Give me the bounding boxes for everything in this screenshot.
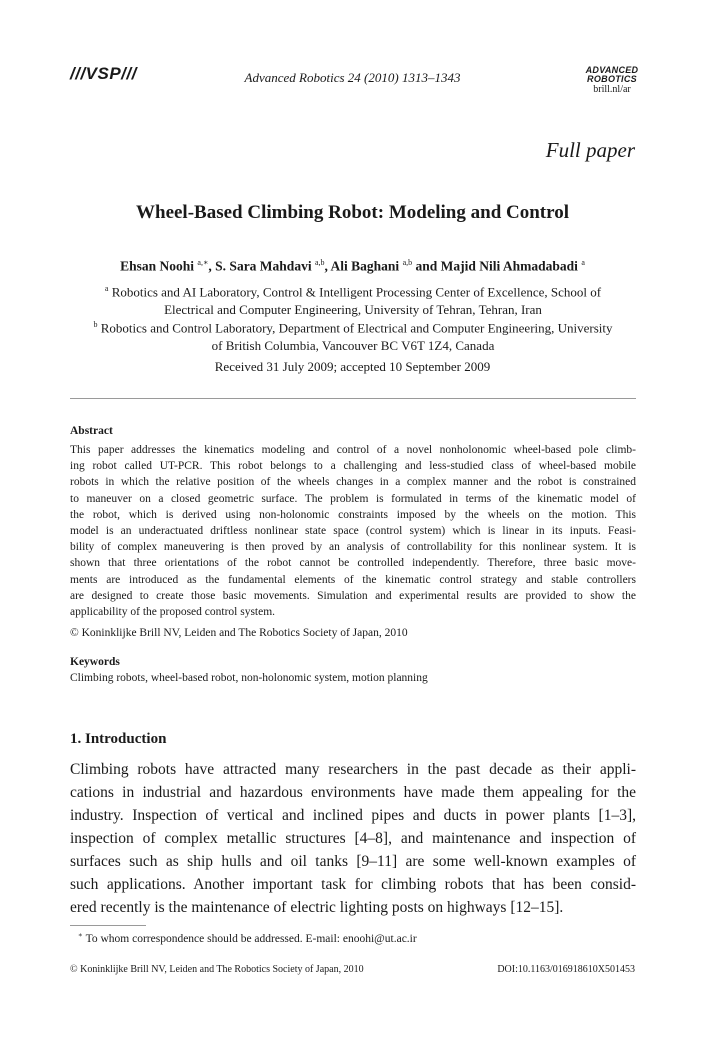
footnote-text: To whom correspondence should be addressed. E-mail: enoohi@ut.ac.ir	[85, 932, 417, 945]
author-affil-mark: a,b	[314, 258, 325, 267]
author-name: Majid Nili Ahmadabadi	[440, 258, 578, 274]
abstract-line: to maneuver on a closed geometric surface. The problem is formulated in terms of the kinematic model of	[70, 492, 636, 505]
journal-citation: Advanced Robotics 24 (2010) 1313–1343	[244, 70, 461, 85]
journal-logo	[556, 66, 668, 96]
journal-site: brill.nl/ar	[593, 84, 631, 95]
abstract-line: model is an underactuated driftless nonlinear state space (control system) which is linear in its inputs. Feasi-	[70, 525, 636, 538]
author-name: S. Sara Mahdavi	[215, 258, 312, 274]
author-affil-mark: a,∗	[197, 258, 209, 267]
abstract-line: applicability of the proposed control system.	[70, 606, 276, 619]
abstract-line: ing robot called UT-PCR. This robot belongs to a challenging and less-studied class of wheel-based mobile	[70, 460, 636, 473]
section-heading: 1. Introduction	[70, 731, 167, 747]
journal-logo-line1: ADVANCED	[585, 65, 639, 75]
author-separator: and	[412, 258, 441, 274]
affiliation-line: Robotics and AI Laboratory, Control & Intelligent Processing Center of Excellence, School of	[111, 284, 602, 300]
footnote-divider	[70, 925, 146, 926]
abstract-copyright: © Koninklijke Brill NV, Leiden and The Robotics Society of Japan, 2010	[70, 627, 408, 639]
author-affil-mark: a,b	[402, 258, 413, 267]
affiliation-line: Electrical and Computer Engineering, University of Tehran, Tehran, Iran	[164, 302, 542, 318]
body-line: surfaces such as ship hulls and oil tanks [9–11] are some well-known examples of	[70, 853, 636, 870]
keywords-list: Climbing robots, wheel-based robot, non-holonomic system, motion planning	[70, 672, 428, 684]
abstract-line: robots in which the relative position of the wheels changes in a complex manner and the robot is constrained	[70, 476, 636, 489]
received-dates: Received 31 July 2009; accepted 10 September 2009	[214, 359, 491, 374]
abstract-line: bility of complex maneuvering is then proved by an analysis of controllability for this nonlinear system. It is	[70, 541, 636, 554]
affiliation-mark: a	[104, 284, 109, 293]
footnote-mark: ∗	[78, 931, 83, 939]
author-name: Ali Baghani	[330, 258, 400, 274]
author-separator: ,	[208, 258, 216, 274]
author-name: Ehsan Noohi	[120, 258, 195, 274]
footer-copyright: © Koninklijke Brill NV, Leiden and The Robotics Society of Japan, 2010	[70, 964, 364, 975]
affiliation-line: of British Columbia, Vancouver BC V6T 1Z4, Canada	[211, 338, 495, 354]
footnote	[78, 931, 417, 945]
affiliation-a	[70, 280, 636, 319]
footer-doi: DOI:10.1163/016918610X501453	[497, 964, 635, 975]
introduction-body	[70, 758, 636, 919]
author-affil-mark: a	[581, 258, 585, 267]
abstract-body	[70, 442, 636, 620]
body-line: such applications. Another important task for climbing robots that has been consid-	[70, 876, 636, 893]
abstract-line: ments are introduced as the fundamental elements of the kinematic control strategy and stable controllers	[70, 573, 636, 586]
publisher-logo: ///VSP///	[70, 64, 137, 83]
abstract-line: shown that three orientations of the robot cannot be controlled independently. Therefore, three basic move-	[70, 557, 636, 570]
paper-type: Full paper	[545, 138, 635, 162]
abstract-line: This paper addresses the kinematics modeling and control of a novel nonholonomic wheel-based pole climb-	[70, 444, 636, 456]
keywords-heading: Keywords	[70, 656, 120, 668]
affiliation-line: Robotics and Control Laboratory, Department of Electrical and Computer Engineering, University	[100, 320, 613, 336]
body-line: ered recently is the maintenance of electric lighting posts on highways [12–15].	[70, 899, 564, 916]
abstract-heading: Abstract	[70, 425, 113, 437]
body-line: Climbing robots have attracted many researchers in the past decade as their appli-	[70, 761, 636, 778]
journal-logo-line2: ROBOTICS	[587, 74, 637, 84]
affiliation-mark: b	[93, 320, 98, 329]
body-line: industry. Inspection of vertical and inclined pipes and ducts in power plants [1–3],	[70, 807, 636, 824]
divider	[70, 398, 636, 399]
abstract-line: are designed to create those basic movements. Simulation and experimental results are provided to show the	[70, 589, 636, 602]
abstract-line: the robot, which is derived using non-holonomic constraints imposed by the wheels on the motion. This	[70, 508, 636, 521]
paper-title: Wheel-Based Climbing Robot: Modeling and Control	[136, 202, 569, 223]
body-line: cations in industrial and hazardous environments have made them appealing for the	[70, 784, 636, 801]
author-list	[0, 258, 705, 275]
affiliation-b	[70, 316, 636, 355]
author-separator: ,	[324, 258, 331, 274]
body-line: inspection of complex metallic structures [4–8], and maintenance and inspection of	[70, 830, 636, 847]
